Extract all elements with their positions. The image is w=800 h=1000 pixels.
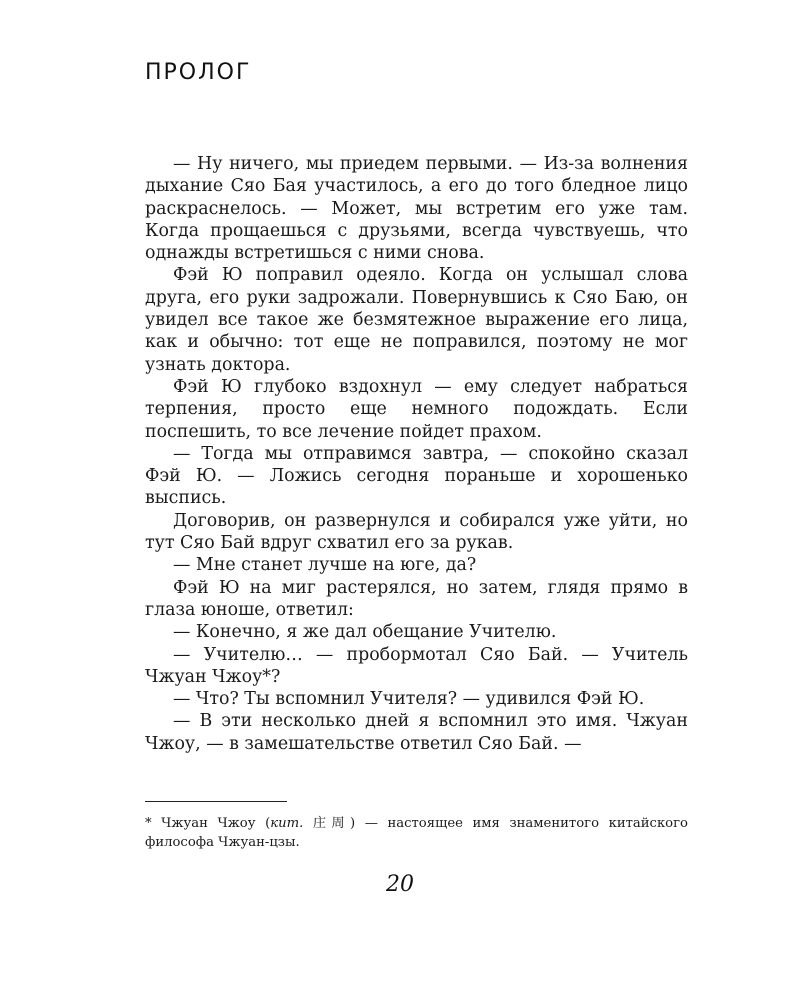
paragraph: — Мне станет лучше на юге, да? (173, 555, 477, 576)
footnote (145, 815, 688, 852)
paragraph: — Учителю… — пробормотал Сяо Бай. — Учитель Чжуан Чжоу*? (145, 644, 688, 687)
body-text (145, 153, 688, 755)
paragraph: Договорив, он развернулся и собирался уже уйти, но тут Сяо Бай вдруг схватил его за рукав. (145, 510, 688, 554)
paragraph: — В эти несколько дней я вспомнил это имя. Чжуан Чжоу, — в замешательстве ответил Сяо Бай. — (145, 711, 688, 754)
footnote-marker: * (145, 816, 152, 831)
page-number: 20 (386, 872, 414, 897)
footnote-name: Чжуан Чжоу ( (161, 816, 271, 831)
footnote-chinese: 庄周 (303, 816, 350, 831)
footnote-text: ) — настоящее имя знаменитого китайского философа Чжуан-цзы. (145, 816, 688, 850)
paragraph: — Что? Ты вспомнил Учителя? — удивился Фэй Ю. (173, 689, 645, 710)
paragraph: — Конечно, я же дал обещание Учителю. (173, 622, 557, 643)
paragraph: — Тогда мы отправимся завтра, — спокойно сказал Фэй Ю. — Ложись сегодня пораньше и хорошенько выспись. (145, 443, 688, 509)
chapter-header: ПРОЛОГ (145, 60, 252, 85)
paragraph: Фэй Ю на миг растерялся, но затем, глядя прямо в глаза юноше, ответил: (145, 577, 688, 620)
paragraph: — Ну ничего, мы приедем первыми. — Из-за волнения дыхание Сяо Бая участилось, а его до того бледное лицо раскраснелось. — Может, мы встретим его уже там. Когда прощаешься с друзьями, всегда чувствуешь, что однажды встретишься с ними снова. (145, 154, 688, 264)
paragraph: Фэй Ю поправил одеяло. Когда он услышал слова друга, его руки задрожали. Повернувшись к Сяо Баю, он увидел все такое же безмятежное выражение его лица, как и обычно: тот еще не поправился, поэтому не мог узнать доктора. (145, 265, 688, 375)
footnote-abbr: кит. (270, 816, 304, 831)
footnote-divider (145, 801, 287, 802)
paragraph: Фэй Ю глубоко вздохнул — ему следует набраться терпения, просто еще немного подождать. Если поспешить, то все лечение пойдет прахом. (145, 376, 688, 442)
